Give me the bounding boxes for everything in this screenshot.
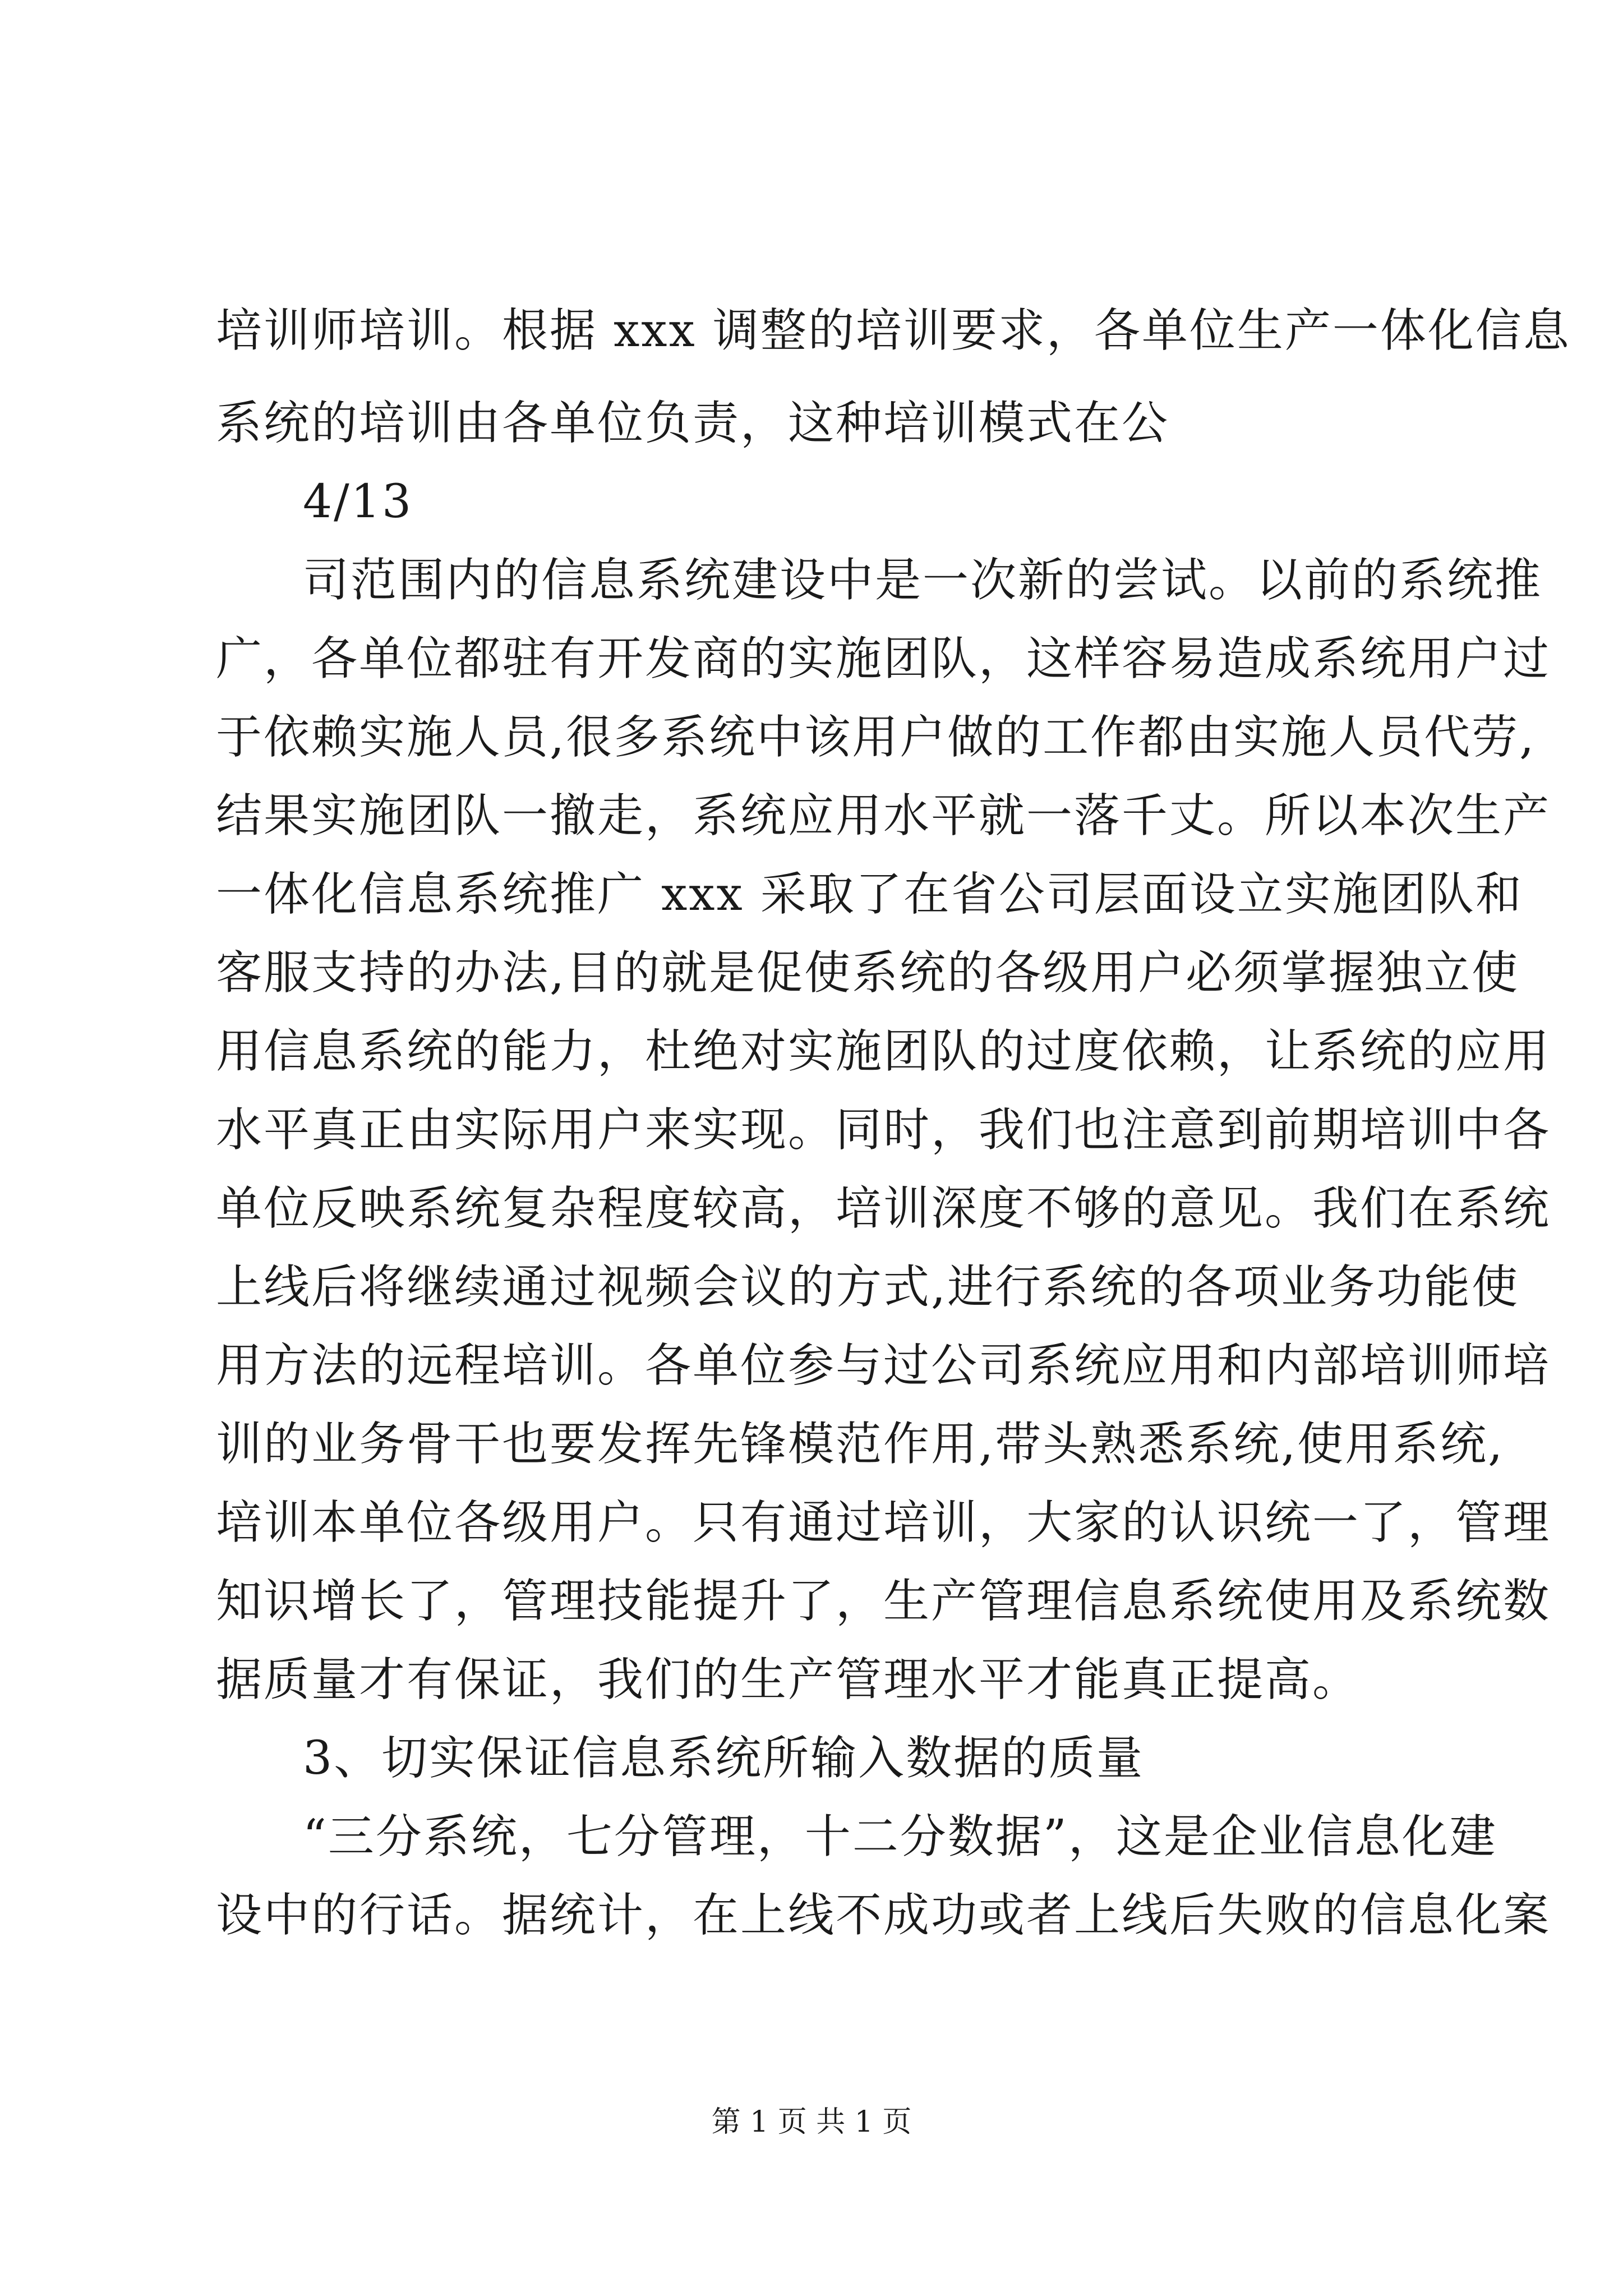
- text-line-9: 用信息系统的能力，杜绝对实施团队的过度依赖，让系统的应用: [216, 1025, 1551, 1078]
- text-line-1: 培训师培训。根据 xxx 调整的培训要求，各单位生产一体化信息: [216, 304, 1571, 357]
- text-line-3: 司范围内的信息系统建设中是一次新的尝试。以前的系统推: [303, 554, 1543, 607]
- text-line-17: 据质量才有保证，我们的生产管理水平才能真正提高。: [216, 1653, 1361, 1706]
- text-line-14: 训的业务骨干也要发挥先锋模范作用,带头熟悉系统,使用系统,: [216, 1418, 1505, 1471]
- section-heading: 3、切实保证信息系统所输入数据的质量: [303, 1732, 1145, 1785]
- text-line-16: 知识增长了，管理技能提升了，生产管理信息系统使用及系统数: [216, 1575, 1551, 1628]
- page-footer: 第 1 页 共 1 页: [711, 2105, 912, 2139]
- text-line-19: 设中的行话。据统计，在上线不成功或者上线后失败的信息化案: [216, 1889, 1551, 1942]
- text-line-10: 水平真正由实际用户来实现。同时，我们也注意到前期培训中各: [216, 1103, 1551, 1157]
- text-line-12: 上线后将继续通过视频会议的方式,进行系统的各项业务功能使: [216, 1260, 1520, 1314]
- text-line-2: 系统的培训由各单位负责，这种培训模式在公: [216, 397, 1170, 450]
- text-line-13: 用方法的远程培训。各单位参与过公司系统应用和内部培训师培: [216, 1339, 1551, 1392]
- text-line-4: 广，各单位都驻有开发商的实施团队，这样容易造成系统用户过: [216, 632, 1551, 685]
- page-marker: 4/13: [303, 475, 413, 528]
- text-line-6: 结果实施团队一撤走，系统应用水平就一落千丈。所以本次生产: [216, 789, 1551, 843]
- text-line-11: 单位反映系统复杂程度较高，培训深度不够的意见。我们在系统: [216, 1182, 1551, 1235]
- text-line-18: “三分系统，七分管理，十二分数据”，这是企业信息化建: [303, 1810, 1497, 1864]
- text-line-7: 一体化信息系统推广 xxx 采取了在省公司层面设立实施团队和: [216, 868, 1523, 921]
- text-line-8: 客服支持的办法,目的就是促使系统的各级用户必须掌握独立使: [216, 946, 1520, 1000]
- text-line-5: 于依赖实施人员,很多系统中该用户做的工作都由实施人员代劳,: [216, 711, 1536, 764]
- text-line-15: 培训本单位各级用户。只有通过培训，大家的认识统一了，管理: [216, 1496, 1551, 1549]
